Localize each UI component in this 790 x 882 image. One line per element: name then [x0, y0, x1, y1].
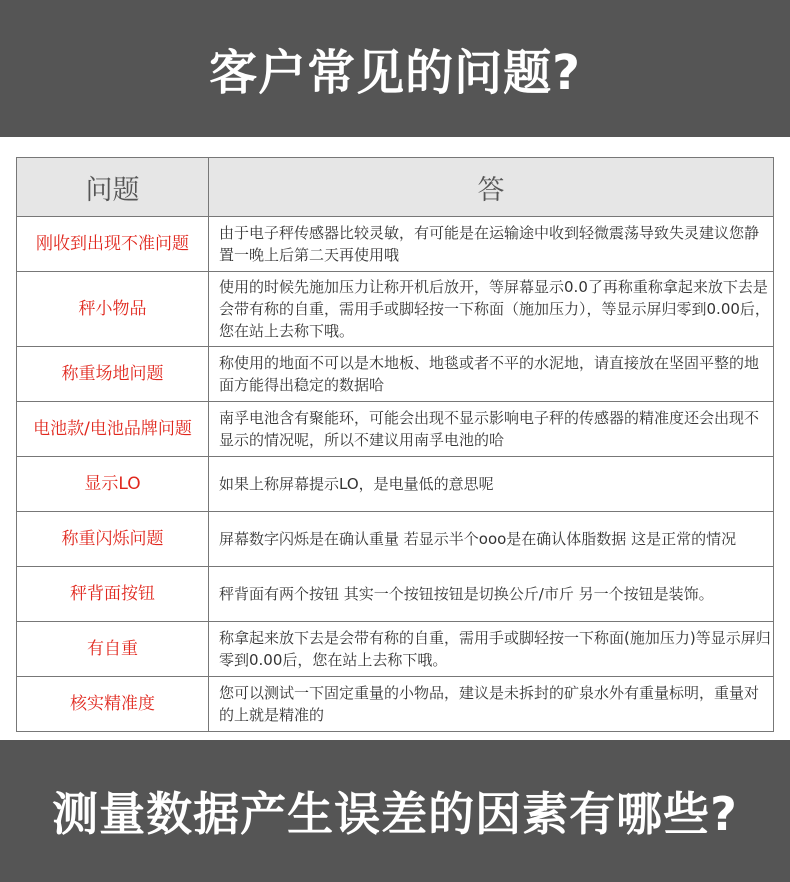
table-row [17, 622, 774, 677]
table-row [17, 677, 774, 732]
answer-cell: 由于电子秤传感器比较灵敏，有可能是在运输途中收到轻微震荡导致失灵建议您静置一晚上后第二天再使用哦 [209, 217, 774, 272]
faq-table [16, 157, 774, 732]
answer-cell: 南孚电池含有聚能环，可能会出现不显示影响电子秤的传感器的精准度还会出现不显示的情况呢，所以不建议用南孚电池的哈 [209, 402, 774, 457]
question-cell: 秤背面按钮 [17, 567, 209, 622]
answer-cell: 如果上称屏幕提示LO，是电量低的意思呢 [209, 457, 774, 512]
answer-cell: 称使用的地面不可以是木地板、地毯或者不平的水泥地，请直接放在坚固平整的地面方能得出稳定的数据哈 [209, 347, 774, 402]
question-cell: 显示LO [17, 457, 209, 512]
question-cell: 核实精准度 [17, 677, 209, 732]
section-title: 测量数据产生误差的因素有哪些? [52, 787, 738, 841]
question-cell: 有自重 [17, 622, 209, 677]
answer-cell: 称拿起来放下去是会带有称的自重，需用手或脚轻按一下称面(施加压力)等显示屏归零到0.00后，您在站上去称下哦。 [209, 622, 774, 677]
question-cell: 称重场地问题 [17, 347, 209, 402]
table-row [17, 567, 774, 622]
table-row [17, 402, 774, 457]
footer-banner [0, 740, 790, 882]
table-row [17, 272, 774, 347]
column-header-question: 问题 [17, 158, 209, 217]
question-cell: 电池款/电池品牌问题 [17, 402, 209, 457]
answer-cell: 屏幕数字闪烁是在确认重量 若显示半个ooo是在确认体脂数据 这是正常的情况 [209, 512, 774, 567]
question-cell: 称重闪烁问题 [17, 512, 209, 567]
question-cell: 刚收到出现不准问题 [17, 217, 209, 272]
page-title: 客户常见的问题? [209, 45, 581, 101]
table-header-row [17, 158, 774, 217]
question-cell: 秤小物品 [17, 272, 209, 347]
table-row [17, 347, 774, 402]
header-banner [0, 0, 790, 137]
table-row [17, 217, 774, 272]
table-row [17, 512, 774, 567]
answer-cell: 使用的时候先施加压力让称开机后放开，等屏幕显示0.0了再称重称拿起来放下去是会带有称的自重，需用手或脚轻按一下称面（施加压力），等显示屏归零到0.00后，您在站上去称下哦。 [209, 272, 774, 347]
table-row [17, 457, 774, 512]
column-header-answer: 答 [209, 158, 774, 217]
answer-cell: 您可以测试一下固定重量的小物品，建议是未拆封的矿泉水外有重量标明，重量对的上就是精准的 [209, 677, 774, 732]
answer-cell: 秤背面有两个按钮 其实一个按钮按钮是切换公斤/市斤 另一个按钮是装饰。 [209, 567, 774, 622]
